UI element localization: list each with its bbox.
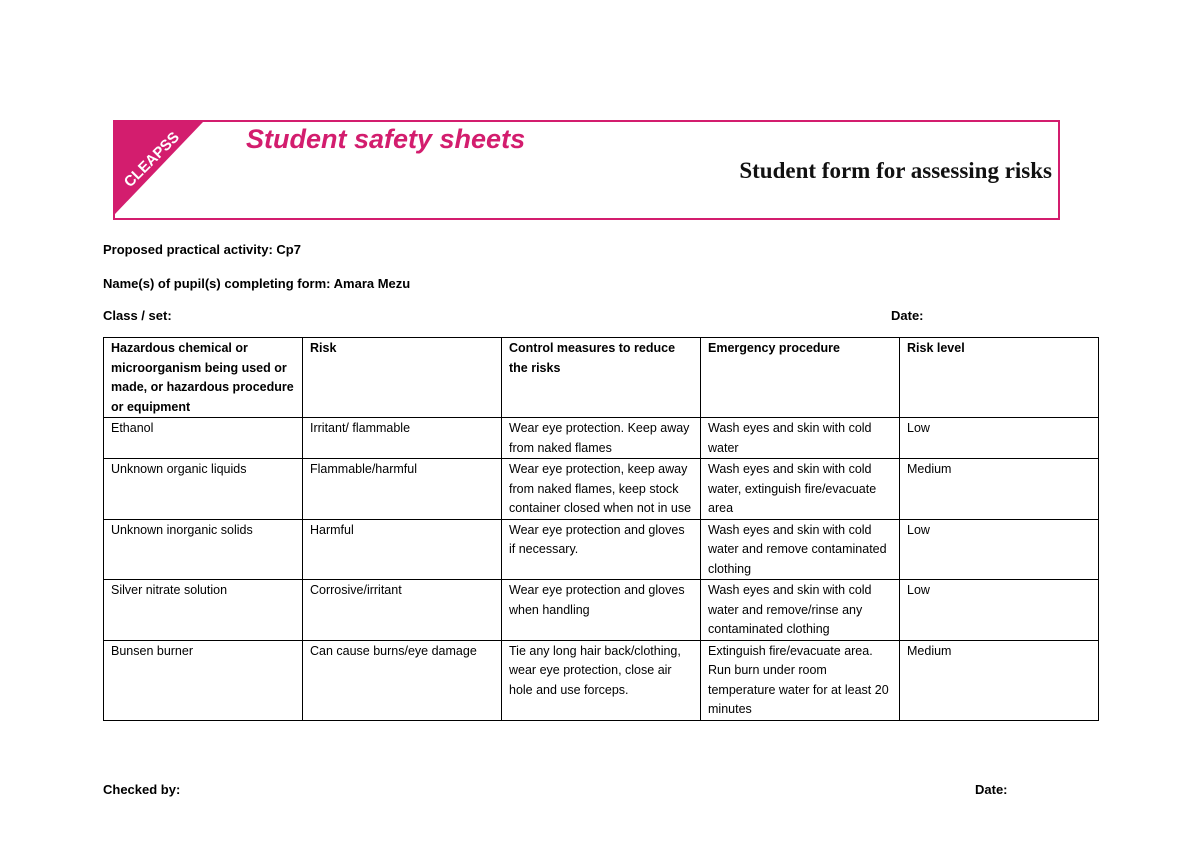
cell-risk-level: Low — [900, 580, 1099, 641]
table-row — [104, 418, 1099, 459]
cell-hazard: Bunsen burner — [104, 640, 303, 720]
activity-field — [103, 242, 301, 257]
names-value: Amara Mezu — [333, 276, 411, 291]
cell-risk: Can cause burns/eye damage — [303, 640, 502, 720]
cell-control: Wear eye protection, keep away from naked flames, keep stock container closed when not in use — [502, 459, 701, 520]
activity-label: Proposed practical activity: — [103, 242, 273, 257]
table-header-row — [104, 338, 1099, 418]
cell-risk: Corrosive/irritant — [303, 580, 502, 641]
activity-value: Cp7 — [276, 242, 301, 257]
logo-text: CLEAPSS — [120, 128, 183, 191]
cell-risk-level: Low — [900, 418, 1099, 459]
checked-date-label: Date: — [975, 782, 1008, 797]
cell-control: Wear eye protection and gloves when handling — [502, 580, 701, 641]
form-title: Student form for assessing risks — [739, 158, 1052, 183]
cell-control: Wear eye protection and gloves if necessary. — [502, 519, 701, 580]
names-field — [103, 276, 410, 291]
cell-risk-level: Medium — [900, 640, 1099, 720]
header-risk-level: Risk level — [900, 338, 1099, 418]
cell-control: Tie any long hair back/clothing, wear eye protection, close air hole and use forceps. — [502, 640, 701, 720]
table-row — [104, 519, 1099, 580]
cell-emergency: Wash eyes and skin with cold water — [701, 418, 900, 459]
header-banner — [113, 120, 1060, 220]
risk-table — [103, 337, 1099, 721]
cell-hazard: Unknown organic liquids — [104, 459, 303, 520]
cell-risk: Harmful — [303, 519, 502, 580]
cell-emergency: Wash eyes and skin with cold water and remove contaminated clothing — [701, 519, 900, 580]
header-hazard: Hazardous chemical or microorganism being used or made, or hazardous procedure or equipment — [104, 338, 303, 418]
class-label: Class / set: — [103, 308, 172, 323]
cell-emergency: Extinguish fire/evacuate area. Run burn under room temperature water for at least 20 minutes — [701, 640, 900, 720]
cell-hazard: Silver nitrate solution — [104, 580, 303, 641]
names-label: Name(s) of pupil(s) completing form: — [103, 276, 331, 291]
cell-risk-level: Low — [900, 519, 1099, 580]
table-row — [104, 580, 1099, 641]
table-row — [104, 459, 1099, 520]
cleapss-logo — [115, 122, 215, 220]
cell-hazard: Ethanol — [104, 418, 303, 459]
table-row — [104, 640, 1099, 720]
brand-title: Student safety sheets — [246, 124, 526, 154]
cell-hazard: Unknown inorganic solids — [104, 519, 303, 580]
cell-risk: Irritant/ flammable — [303, 418, 502, 459]
checked-by-label: Checked by: — [103, 782, 181, 797]
header-risk: Risk — [303, 338, 502, 418]
cell-risk: Flammable/harmful — [303, 459, 502, 520]
date-label: Date: — [891, 308, 924, 323]
cell-emergency: Wash eyes and skin with cold water and remove/rinse any contaminated clothing — [701, 580, 900, 641]
logo-triangle — [115, 122, 203, 214]
cell-emergency: Wash eyes and skin with cold water, extinguish fire/evacuate area — [701, 459, 900, 520]
header-control-measures: Control measures to reduce the risks — [502, 338, 701, 418]
header-emergency-procedure: Emergency procedure — [701, 338, 900, 418]
cell-control: Wear eye protection. Keep away from naked flames — [502, 418, 701, 459]
cell-risk-level: Medium — [900, 459, 1099, 520]
